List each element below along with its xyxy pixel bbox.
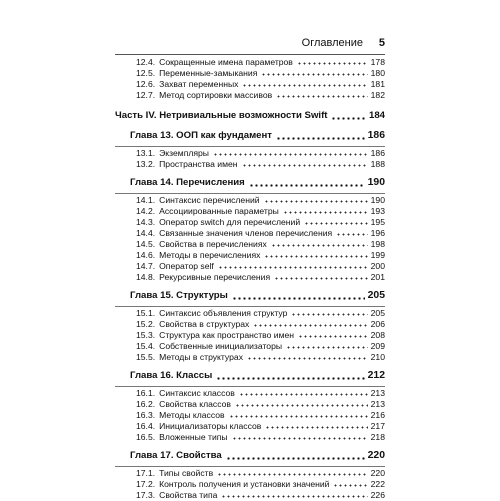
toc-entry-title: Свойства классов: [159, 399, 231, 409]
toc-section-number: 14.1.: [136, 195, 156, 205]
toc-section-number: 15.1.: [136, 308, 156, 318]
toc-section-number: 16.4.: [136, 421, 156, 431]
page-number: 5: [378, 37, 385, 49]
toc-page-number: 222: [370, 479, 385, 489]
toc-section-number: 14.6.: [136, 250, 156, 260]
toc-page-number: 209: [370, 341, 385, 351]
dot-leader: [242, 164, 368, 167]
toc-section-entry: [115, 261, 385, 272]
toc-chapter-entry: [115, 129, 385, 143]
toc-section-number: 16.2.: [136, 399, 156, 409]
toc-section-entry: [115, 159, 385, 170]
toc-entry-title: Часть IV. Нетривиальные возможности Swift: [115, 110, 328, 121]
toc-section-number: 12.6.: [136, 79, 156, 89]
toc-section-entry: [115, 468, 385, 479]
toc-page-number: 186: [370, 148, 385, 158]
toc-entry-title: Свойства в структурах: [159, 319, 250, 329]
dot-leader: [331, 117, 366, 120]
toc-entry-label: [136, 421, 261, 432]
toc-entry-label: [136, 57, 293, 68]
toc-section-entry: [115, 217, 385, 228]
toc-section-entry: [115, 479, 385, 490]
dot-leader: [239, 393, 368, 396]
toc-page-number: 190: [370, 195, 385, 205]
toc-entry-title: Рекурсивные перечисления: [159, 272, 271, 282]
toc-page-number: 200: [370, 261, 385, 271]
toc-chapter-entry: [115, 449, 385, 463]
toc-entry-title: Инициализаторы классов: [159, 421, 262, 431]
toc-entry-label: [136, 148, 209, 159]
toc-section-entry: [115, 421, 385, 432]
toc-entry-label: [136, 261, 214, 272]
toc-page-number: 206: [370, 319, 385, 329]
toc-section-number: 12.5.: [136, 68, 156, 78]
toc-section-entry: [115, 195, 385, 206]
chapter-rule: [115, 306, 385, 307]
toc-section-number: 14.3.: [136, 217, 156, 227]
table-of-contents: [115, 57, 385, 501]
toc-entry-title: Контроль получения и установки значений: [159, 479, 330, 489]
toc-entry-title: Методы классов: [159, 410, 225, 420]
toc-entry-title: Вложенные типы: [159, 432, 228, 442]
toc-chapter-entry: [115, 369, 385, 383]
toc-section-number: 14.2.: [136, 206, 156, 216]
toc-page-number: 226: [370, 490, 385, 500]
dot-leader: [286, 346, 368, 349]
dot-leader: [261, 73, 367, 76]
toc-entry-title: Глава 17. Свойства: [130, 450, 222, 461]
toc-section-entry: [115, 57, 385, 68]
toc-entry-title: Захват переменных: [159, 79, 239, 89]
toc-section-number: 17.2.: [136, 479, 156, 489]
toc-entry-label: [115, 109, 327, 123]
toc-page-number: 213: [370, 399, 385, 409]
toc-page-number: 199: [370, 250, 385, 260]
toc-entry-title: Синтаксис перечислений: [159, 195, 260, 205]
dot-leader: [333, 484, 367, 487]
toc-entry-title: Свойства в перечислениях: [159, 239, 267, 249]
toc-page-number: 218: [370, 432, 385, 442]
dot-leader: [247, 357, 368, 360]
toc-section-entry: [115, 90, 385, 101]
toc-entry-title: Типы свойств: [159, 468, 214, 478]
toc-section-number: 12.4.: [136, 57, 156, 67]
toc-section-entry: [115, 79, 385, 90]
toc-section-entry: [115, 239, 385, 250]
dot-leader: [274, 277, 368, 280]
toc-entry-label: [136, 228, 332, 239]
toc-section-entry: [115, 341, 385, 352]
dot-leader: [276, 137, 365, 140]
toc-section-entry: [115, 432, 385, 443]
dot-leader: [229, 415, 368, 418]
toc-page-number: 213: [370, 388, 385, 398]
toc-section-entry: [115, 308, 385, 319]
toc-section-entry: [115, 272, 385, 283]
toc-section-entry: [115, 68, 385, 79]
toc-section-entry: [115, 228, 385, 239]
dot-leader: [336, 233, 368, 236]
toc-chapter-entry: [115, 289, 385, 303]
toc-entry-label: [136, 79, 238, 90]
dot-leader: [298, 335, 368, 338]
toc-chapter-entry: [115, 176, 385, 190]
toc-page-number: 190: [367, 177, 385, 188]
toc-section-entry: [115, 319, 385, 330]
toc-entry-label: [136, 410, 225, 421]
dot-leader: [221, 495, 367, 498]
toc-page-number: 184: [368, 110, 385, 121]
toc-section-entry: [115, 388, 385, 399]
dot-leader: [213, 153, 368, 156]
toc-entry-title: Синтаксис классов: [159, 388, 235, 398]
toc-entry-title: Сокращенные имена параметров: [159, 57, 293, 67]
dot-leader: [304, 222, 368, 225]
toc-entry-title: Свойства типа: [159, 490, 218, 500]
toc-entry-label: [136, 479, 329, 490]
toc-entry-label: [136, 319, 249, 330]
toc-entry-title: Глава 14. Перечисления: [130, 177, 245, 188]
toc-part-entry: [115, 109, 385, 123]
toc-entry-title: Ассоциированные параметры: [159, 206, 279, 216]
toc-section-entry: [115, 148, 385, 159]
toc-page-number: 220: [367, 450, 385, 461]
toc-entry-title: Методы в структурах: [159, 352, 243, 362]
dot-leader: [271, 244, 368, 247]
toc-entry-label: [130, 176, 245, 190]
toc-entry-title: Синтаксис объявления структур: [159, 308, 288, 318]
toc-section-number: 17.3.: [136, 490, 156, 500]
toc-entry-label: [136, 272, 270, 283]
dot-leader: [242, 84, 367, 87]
toc-page-number: 198: [370, 239, 385, 249]
toc-entry-label: [130, 369, 212, 383]
toc-page-number: 205: [370, 308, 385, 318]
toc-section-number: 14.5.: [136, 239, 156, 249]
toc-section-entry: [115, 399, 385, 410]
toc-entry-label: [136, 217, 300, 228]
toc-section-entry: [115, 410, 385, 421]
toc-entry-label: [136, 341, 282, 352]
toc-section-number: 14.4.: [136, 228, 156, 238]
toc-section-entry: [115, 206, 385, 217]
toc-entry-label: [136, 68, 257, 79]
dot-leader: [216, 377, 364, 380]
toc-entry-title: Метод сортировки массивов: [159, 90, 273, 100]
toc-section-number: 15.3.: [136, 330, 156, 340]
toc-section-entry: [115, 490, 385, 501]
toc-page-number: 210: [370, 352, 385, 362]
toc-page-number: 188: [370, 159, 385, 169]
chapter-rule: [115, 386, 385, 387]
dot-leader: [264, 255, 367, 258]
toc-entry-label: [130, 129, 272, 143]
toc-entry-label: [130, 449, 222, 463]
toc-entry-label: [136, 388, 235, 399]
toc-entry-label: [136, 432, 228, 443]
toc-section-number: 17.1.: [136, 468, 156, 478]
toc-entry-title: Оператор self: [159, 261, 214, 271]
toc-entry-title: Оператор switch для перечислений: [159, 217, 301, 227]
toc-entry-label: [136, 308, 287, 319]
toc-section-number: 15.2.: [136, 319, 156, 329]
toc-entry-label: [136, 250, 260, 261]
toc-entry-title: Собственные инициализаторы: [159, 341, 283, 351]
toc-page-number: 186: [367, 130, 385, 141]
toc-entry-title: Глава 15. Структуры: [130, 290, 228, 301]
toc-section-number: 16.5.: [136, 432, 156, 442]
toc-entry-label: [136, 90, 272, 101]
toc-entry-label: [136, 206, 279, 217]
toc-entry-label: [136, 239, 267, 250]
dot-leader: [218, 266, 368, 269]
toc-page-number: 201: [370, 272, 385, 282]
toc-page-number: 181: [370, 79, 385, 89]
toc-page-number: 216: [370, 410, 385, 420]
toc-entry-label: [136, 352, 243, 363]
toc-page-number: 178: [370, 57, 385, 67]
toc-entry-label: [136, 159, 238, 170]
toc-entry-label: [136, 330, 294, 341]
toc-page-number: 208: [370, 330, 385, 340]
dot-leader: [276, 95, 367, 98]
toc-section-number: 13.2.: [136, 159, 156, 169]
toc-entry-title: Экземпляры: [159, 148, 209, 158]
toc-section-number: 14.8.: [136, 272, 156, 282]
toc-page-number: 217: [370, 421, 385, 431]
dot-leader: [297, 62, 368, 65]
chapter-rule: [115, 466, 385, 467]
dot-leader: [235, 404, 368, 407]
toc-section-number: 14.7.: [136, 261, 156, 271]
toc-entry-title: Глава 16. Классы: [130, 370, 213, 381]
dot-leader: [291, 313, 367, 316]
toc-entry-label: [136, 490, 217, 501]
toc-entry-title: Методы в перечислениях: [159, 250, 261, 260]
toc-page-number: 212: [367, 370, 385, 381]
chapter-rule: [115, 146, 385, 147]
toc-section-entry: [115, 330, 385, 341]
dot-leader: [232, 437, 368, 440]
toc-entry-title: Пространства имен: [159, 159, 238, 169]
toc-section-entry: [115, 250, 385, 261]
dot-leader: [249, 184, 365, 187]
toc-page-number: 182: [370, 90, 385, 100]
chapter-rule: [115, 193, 385, 194]
dot-leader: [283, 211, 368, 214]
toc-entry-label: [130, 289, 228, 303]
dot-leader: [217, 473, 367, 476]
dot-leader: [232, 297, 365, 300]
toc-entry-label: [136, 468, 213, 479]
toc-entry-title: Структура как пространство имен: [159, 330, 295, 340]
toc-page-number: 180: [370, 68, 385, 78]
toc-section-number: 15.4.: [136, 341, 156, 351]
running-header-title: Оглавление: [301, 37, 363, 49]
toc-section-number: 16.1.: [136, 388, 156, 398]
toc-entry-title: Глава 13. ООП как фундамент: [130, 130, 273, 141]
toc-section-number: 12.7.: [136, 90, 156, 100]
toc-entry-label: [136, 195, 260, 206]
toc-section-number: 15.5.: [136, 352, 156, 362]
header-rule: [115, 54, 385, 55]
toc-section-number: 13.1.: [136, 148, 156, 158]
toc-section-entry: [115, 352, 385, 363]
dot-leader: [265, 426, 367, 429]
toc-page-number: 205: [367, 290, 385, 301]
toc-page-number: 195: [370, 217, 385, 227]
dot-leader: [253, 324, 367, 327]
toc-entry-label: [136, 399, 231, 410]
toc-entry-title: Переменные-замыкания: [159, 68, 258, 78]
toc-entry-title: Связанные значения членов перечисления: [159, 228, 333, 238]
toc-section-number: 16.3.: [136, 410, 156, 420]
dot-leader: [264, 200, 368, 203]
toc-page-number: 196: [370, 228, 385, 238]
dot-leader: [226, 457, 365, 460]
running-header: [115, 36, 385, 50]
toc-page-number: 193: [370, 206, 385, 216]
toc-page-number: 220: [370, 468, 385, 478]
